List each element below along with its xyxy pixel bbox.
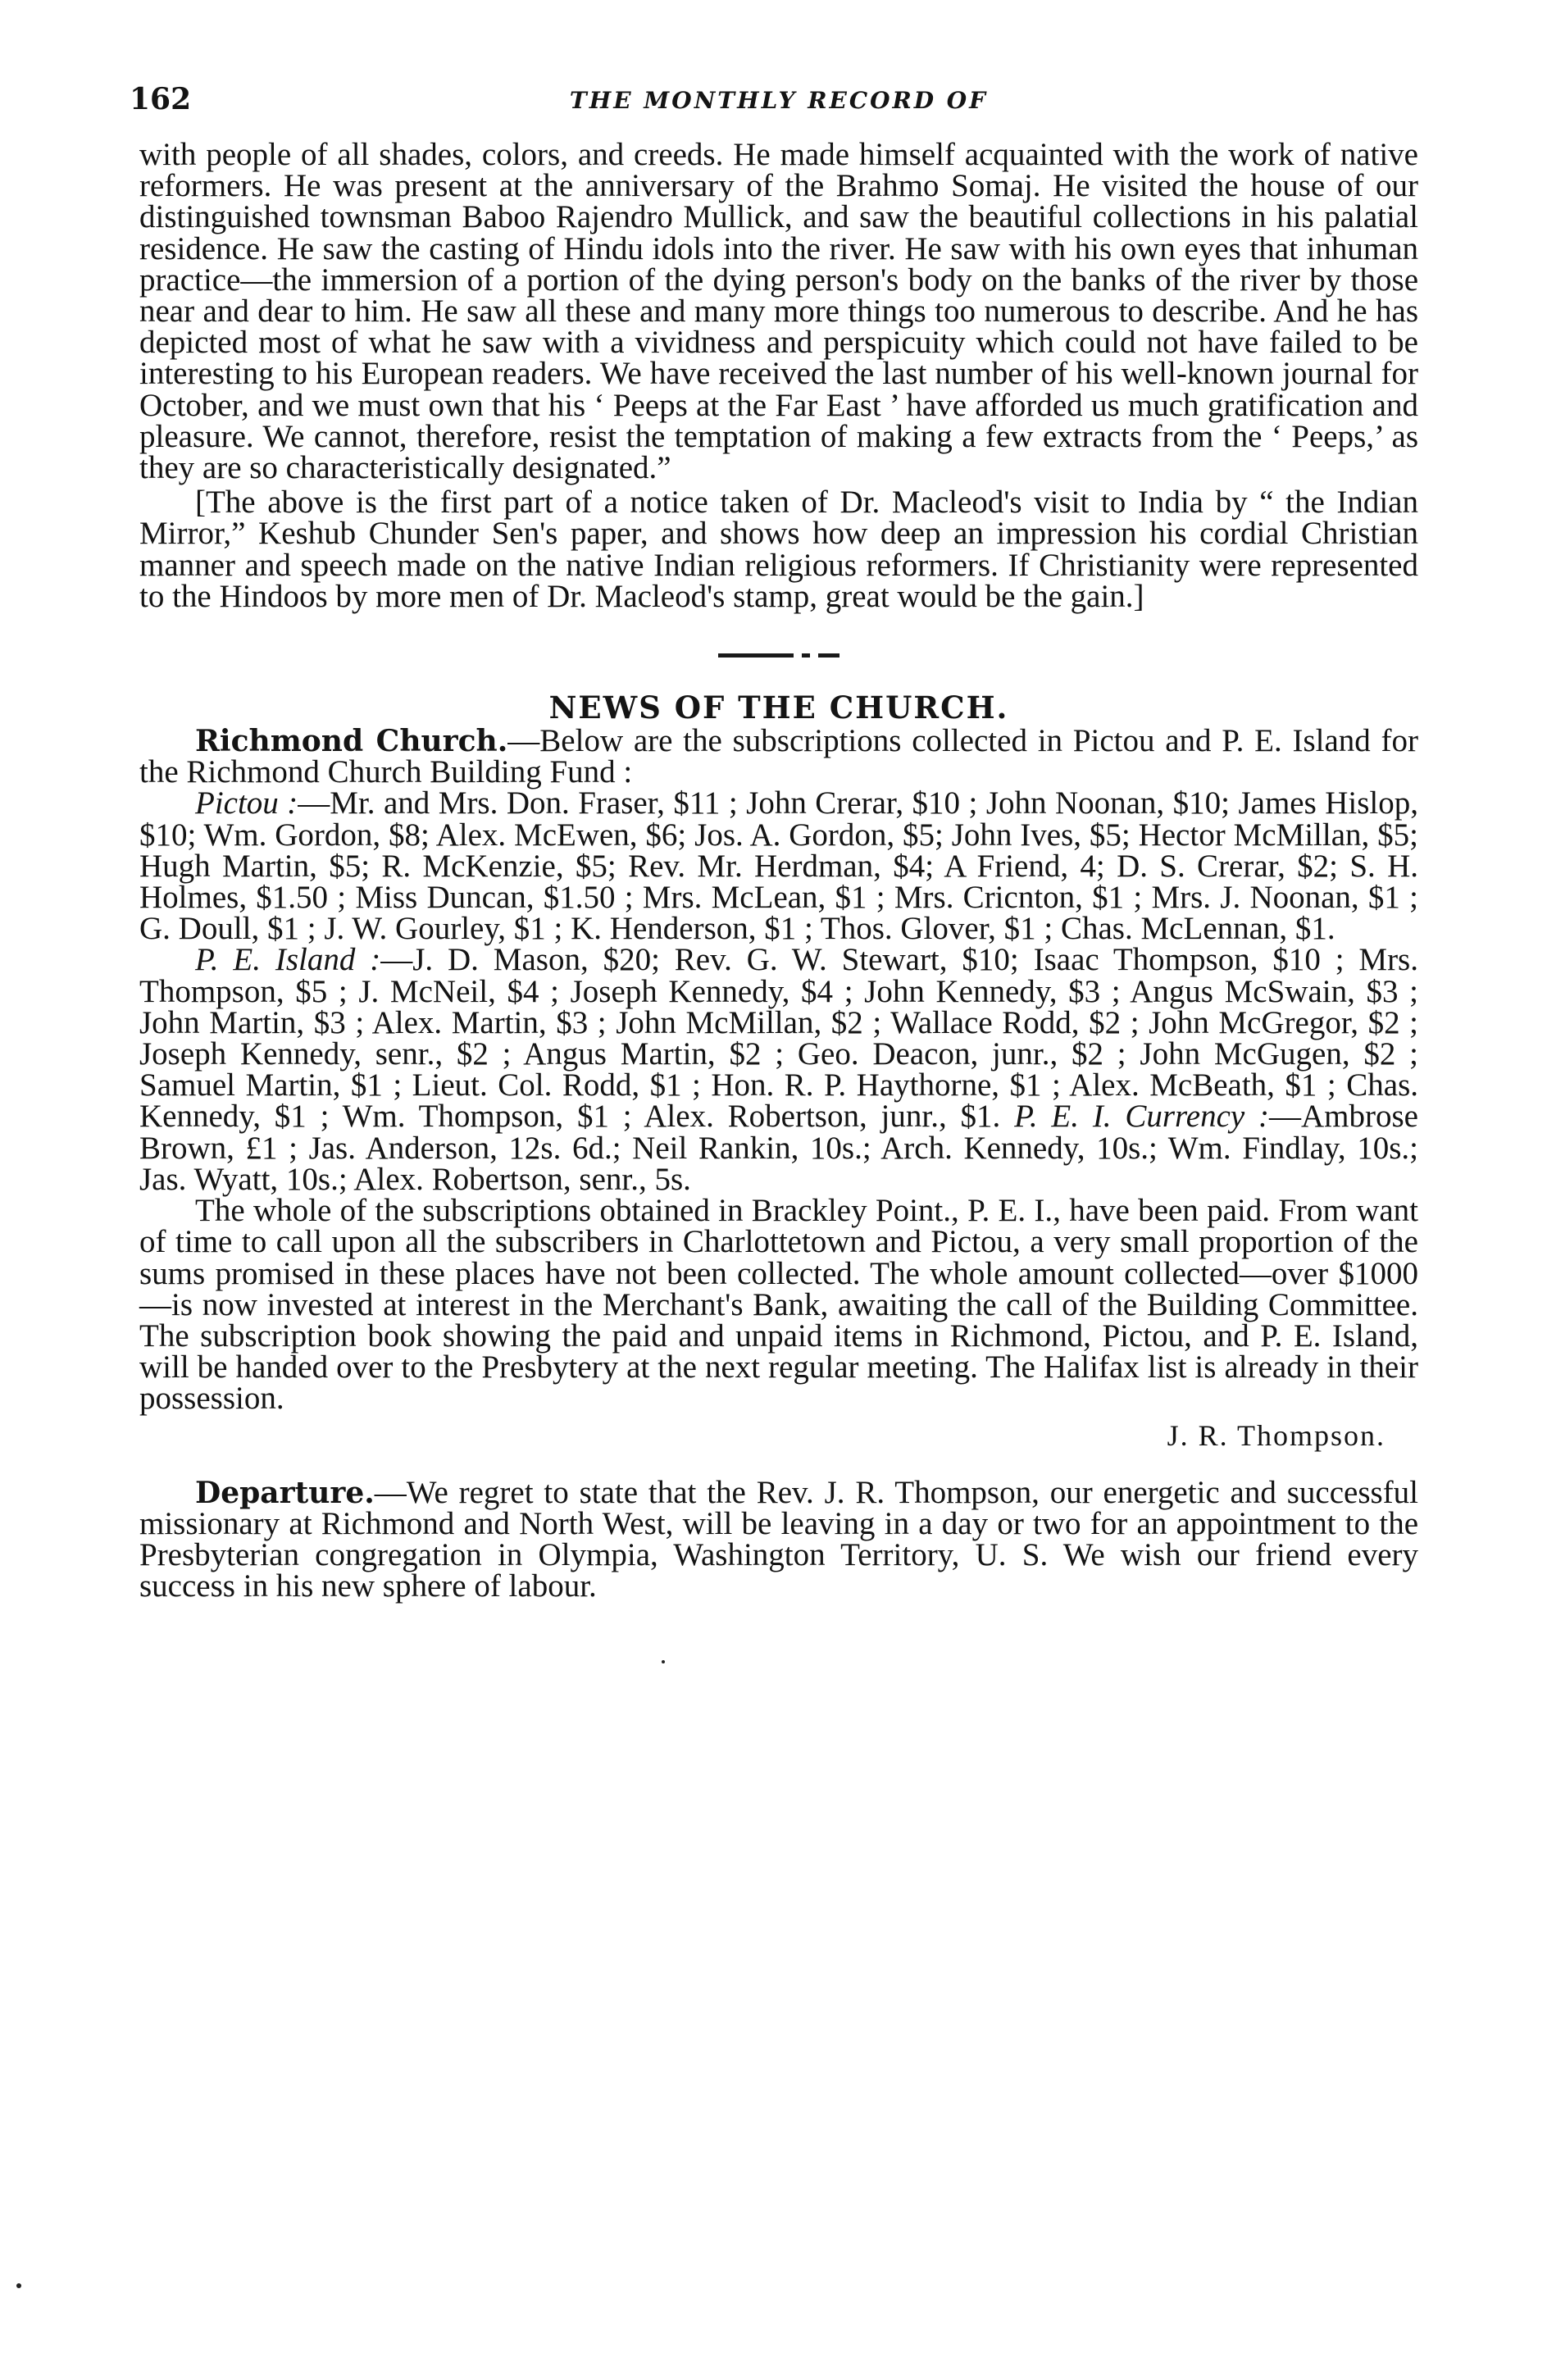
running-head (130, 82, 1418, 139)
richmond-closing: The whole of the subscriptions obtained in Brackley Point., P. E. I., have been paid. From want of time to call upon all the subscribers in Charlottetown and Pictou, a very small proportion of the sums promised in these places have not been collected. The whole amount collected—over $1000—is now invested at interest in the Merchant's Bank, awaiting the call of the Building Committee. The subscription book showing the paid and unpaid items in Richmond, Pictou, and P. E. Island, will be handed over to the Presbytery at the next regular meeting. The Halifax list is already in their possession. (139, 1193, 1418, 1417)
pei-list (139, 944, 1418, 1195)
pictou-list (139, 785, 1418, 947)
pei-label: P. E. Island : (195, 942, 381, 978)
text-speck (662, 1660, 665, 1663)
richmond-intro-text: —Below are the subscriptions collected in Pictou and P. E. Island for the Richmond Church Building Fund : (139, 723, 1419, 790)
signature: J. R. Thompson. (1167, 1418, 1385, 1452)
currency-label: P. E. I. Currency : (1014, 1099, 1270, 1135)
richmond-run-in: Richmond Church. (195, 724, 508, 759)
pictou-label: Pictou : (195, 785, 298, 821)
currency-subscribers: —Ambrose Brown, £1 ; Jas. Anderson, 12s. 6d.; Neil Rankin, 10s.; Arch. Kennedy, 10s.; Wm. Findlay, 10s.; Jas. Wyatt, 10s.; Alex. Robertson, senr., 5s. (139, 1099, 1418, 1197)
pei-subscribers: —J. D. Mason, $20; Rev. G. W. Stewart, $10; Isaac Thompson, $10 ; Mrs. Thompson, $5 ; J. McNeil, $4 ; Joseph Kennedy, $4 ; John Kennedy, $3 ; Angus McSwain, $3 ; John Martin, $3 ; Alex. Martin, $3 ; John McMillan, $2 ; Wallace Rodd, $2 ; John McGregor, $2 ; Joseph Kennedy, senr., $2 ; Angus Martin, $2 ; Geo. Deacon, junr., $2 ; John McGugen, $2 ; Samuel Martin, $1 ; Lieut. Col. Rodd, $1 ; Hon. R. P. Haythorne, $1 ; Alex. McBeath, $1 ; Chas. Kennedy, $1 ; Wm. Thompson, $1 ; Alex. Robertson, junr., $1. (139, 942, 1418, 1135)
pictou-subscribers: —Mr. and Mrs. Don. Fraser, $11 ; John Crerar, $10 ; John Noonan, $10; James Hislop, $10; Wm. Gordon, $8; Alex. McEwen, $6; Jos. A. Gordon, $5; John Ives, $5; Hector McMillan, $5; Hugh Martin, $5; R. McKenzie, $5; Rev. Mr. Herdman, $4; A Friend, 4; D. S. Crerar, $2; S. H. Holmes, $1.50 ; Miss Duncan, $1.50 ; Mrs. McLean, $1 ; Mrs. Cricnton, $1 ; Mrs. J. Noonan, $1 ; G. Doull, $1 ; J. W. Gourley, $1 ; K. Henderson, $1 ; Thos. Glover, $1 ; Chas. McLennan, $1. (139, 785, 1418, 947)
richmond-intro (139, 723, 1419, 790)
section-heading: NEWS OF THE CHURCH. (548, 689, 1009, 726)
section-divider (713, 644, 844, 668)
editorial-note: [The above is the first part of a notice taken of Dr. Macleod's visit to India by “ the Indian Mirror,” Keshub Chunder Sen's paper, and shows how deep an impression his cordial Christian manner and speech made on the native Indian religious reformers. If Christianity were represented to the Hindoos by more men of Dr. Macleod's stamp, great would be the gain.] (139, 485, 1418, 614)
running-title: THE MONTHLY RECORD OF (569, 87, 989, 114)
margin-speck (16, 2283, 21, 2288)
departure-paragraph (139, 1474, 1418, 1604)
page-number: 162 (130, 82, 192, 116)
departure-run-in: Departure. (195, 1475, 375, 1510)
departure-text: —We regret to state that the Rev. J. R. Thompson, our energetic and successful missionary at Richmond and North West, will be leaving in a day or two for an appointment to the Presbyterian congregation in Olympia, Washington Territory, U. S. We wish our friend every success in his new sphere of labour. (139, 1474, 1418, 1604)
page (130, 82, 1419, 1604)
continued-paragraph: with people of all shades, colors, and creeds. He made himself acquainted with the work of native reformers. He was present at the anniversary of the Brahmo Somaj. He visited the house of our distinguished townsman Baboo Rajendro Mullick, and saw the beautiful collections in his palatial residence. He saw the casting of Hindu idols into the river. He saw with his own eyes that inhuman practice—the immersion of a portion of the dying person's body on the banks of the river by those near and dear to him. He saw all these and many more things too numerous to describe. And he has depicted most of what he saw with a vividness and perspicuity which could not have failed to be interesting to his European readers. We have received the last number of his well-known journal for October, and we must own that his ‘ Peeps at the Far East ’ have afforded us much gratification and pleasure. We cannot, therefore, resist the temptation of making a few extracts from the ‘ Peeps,’ as they are so characteristically designated.” (139, 137, 1418, 486)
